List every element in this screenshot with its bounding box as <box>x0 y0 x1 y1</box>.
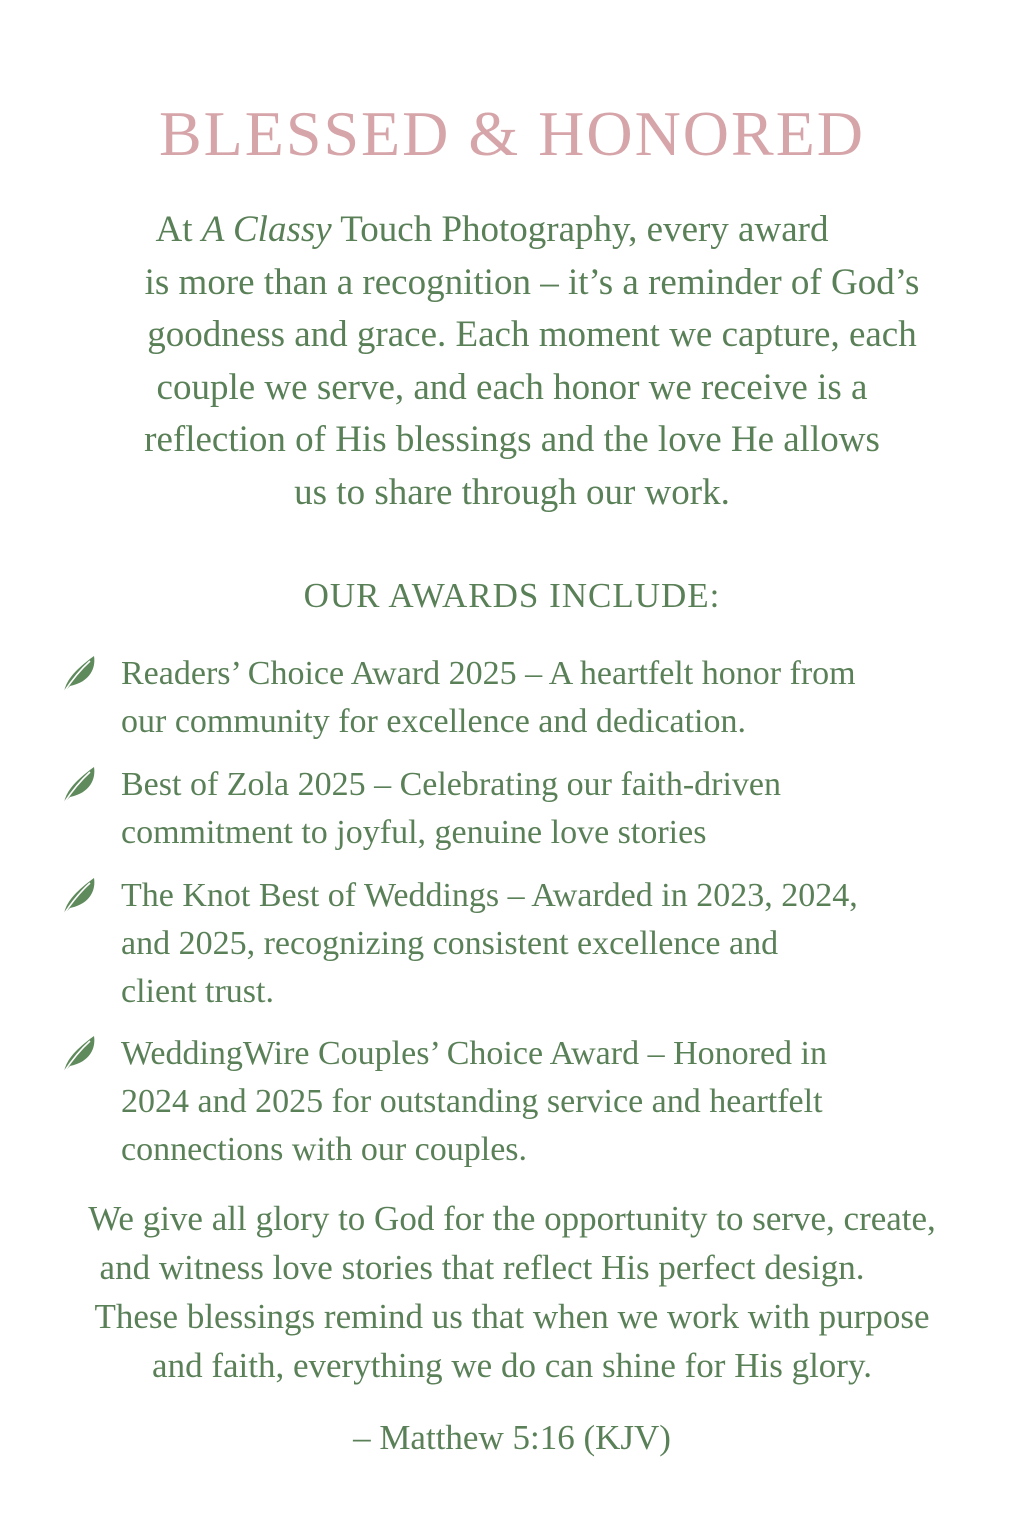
closing-paragraph <box>20 1194 1004 1390</box>
scripture-reference: – Matthew 5:16 (KJV) <box>353 1418 671 1457</box>
closing-line-4: and faith, everything we do can shine for His glory. <box>152 1346 872 1385</box>
intro-paragraph <box>40 204 984 519</box>
closing-line-1: We give all glory to God for the opportunity to serve, create, <box>88 1199 936 1238</box>
award-text <box>121 872 961 1016</box>
intro-line-3: goodness and grace. Each moment we capture, each <box>147 314 917 355</box>
leaf-icon <box>60 1032 98 1074</box>
award-line: Best of Zola 2025 – Celebrating our faith-driven <box>121 766 781 803</box>
award-text <box>121 761 961 857</box>
intro-line-2: is more than a recognition – it’s a reminder of God’s <box>144 261 920 303</box>
intro-line-5: reflection of His blessings and the love He allows <box>144 419 880 460</box>
award-text <box>121 1030 961 1174</box>
award-line: our community for excellence and dedication. <box>121 703 746 740</box>
intro-line-4: couple we serve, and each honor we receive is a <box>156 366 868 408</box>
intro-line-1 <box>40 204 984 257</box>
closing-line-3: These blessings remind us that when we work with purpose <box>94 1297 930 1336</box>
brand-italic: A Classy <box>201 209 332 250</box>
award-line: Readers’ Choice Award 2025 – A heartfelt honor from <box>121 655 856 692</box>
closing-line-2: and witness love stories that reflect His perfect design. <box>99 1248 865 1287</box>
award-line: WeddingWire Couples’ Choice Award – Honored in <box>121 1035 827 1072</box>
award-line: 2024 and 2025 for outstanding service and heartfelt <box>121 1083 823 1120</box>
intro-line-6: us to share through our work. <box>294 471 730 513</box>
award-line: The Knot Best of Weddings – Awarded in 2023, 2024, <box>121 877 858 914</box>
award-line: client trust. <box>121 973 274 1010</box>
leaf-icon <box>60 763 98 805</box>
award-line: connections with our couples. <box>121 1131 528 1168</box>
intro-line-1-end: Touch Photography, every award <box>331 209 829 250</box>
intro-line-1-start: At <box>155 209 202 250</box>
awards-heading: OUR AWARDS INCLUDE: <box>303 576 721 615</box>
leaf-icon <box>60 652 98 694</box>
award-line: commitment to joyful, genuine love stories <box>121 814 707 851</box>
leaf-icon <box>60 874 98 916</box>
award-line: and 2025, recognizing consistent excellence and <box>121 925 779 962</box>
page-title: BLESSED & HONORED <box>158 98 866 169</box>
award-text <box>121 650 961 746</box>
